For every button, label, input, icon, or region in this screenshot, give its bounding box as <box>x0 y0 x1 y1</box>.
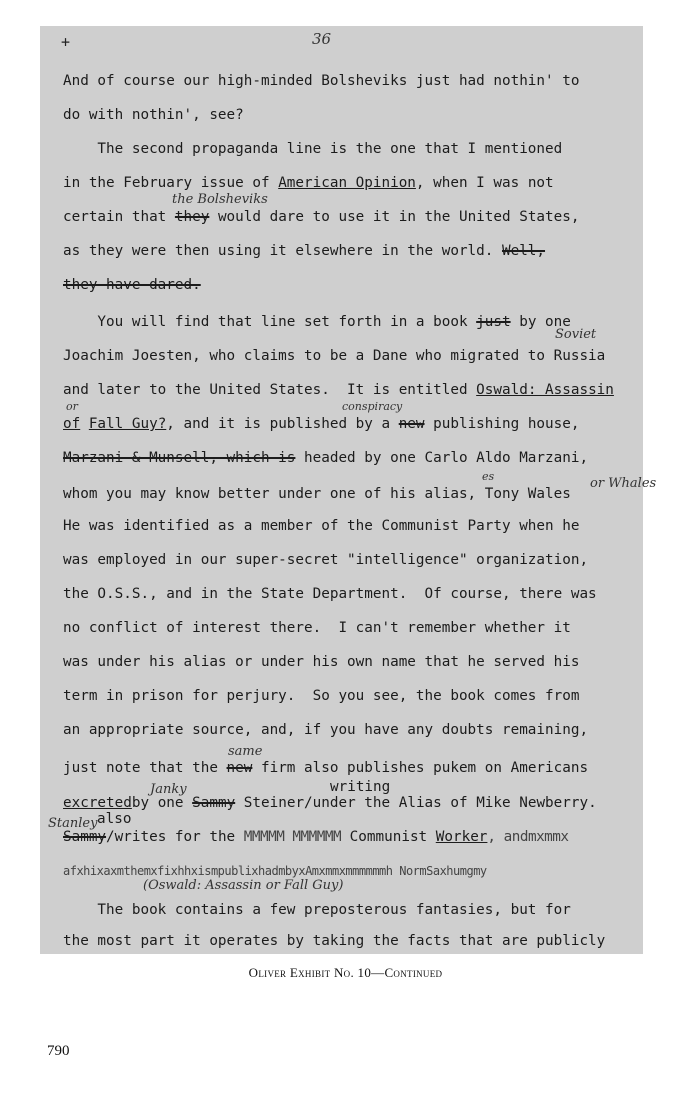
handwritten-es: es <box>482 470 495 483</box>
text-line-13: whom you may know better under one of his alias, Tony Wales <box>63 486 571 502</box>
text-line-26: the most part it operates by taking the facts that are publicly <box>63 933 606 949</box>
american-opinion-title: American Opinion <box>278 175 416 191</box>
handwritten-conspiracy: conspiracy <box>342 400 403 413</box>
text-line-12: Marzani & Munsell, which is headed by one Carlo Aldo Marzani, <box>63 450 589 466</box>
handwritten-or: or <box>66 400 78 413</box>
text-line-15: was employed in our super-secret "intelligence" organization, <box>63 552 589 568</box>
handwritten-oswald-caption: (Oswald: Assassin or Fall Guy) <box>143 878 344 893</box>
text-line-7-struck: they have dared. <box>63 277 201 293</box>
text-line-2: do with nothin', see? <box>63 107 244 123</box>
text-line-10: and later to the United States. It is entitled Oswald: Assassin <box>63 382 614 398</box>
handwritten-janky: Janky <box>150 782 187 797</box>
inserted-also: also <box>97 811 132 827</box>
handwritten-stanley: Stanley <box>48 816 98 831</box>
text-line-18: was under his alias or under his own name that he served his <box>63 654 580 670</box>
text-line-25: The book contains a few preposterous fantasies, but for <box>63 902 571 918</box>
plus-mark: + <box>61 33 71 51</box>
text-line-3: The second propaganda line is the one that I mentioned <box>63 141 563 157</box>
handwritten-same: same <box>228 744 263 759</box>
handwritten-or-whales: or Whales <box>590 476 657 491</box>
text-line-4: in the February issue of American Opinion, when I was not <box>63 175 554 191</box>
text-line-20: an appropriate source, and, if you have any doubts remaining, <box>63 722 589 738</box>
text-line-21: just note that the new firm also publishes pukem on Americans <box>63 760 589 776</box>
text-line-5: certain that they would dare to use it in the United States, <box>63 209 580 225</box>
text-line-19: term in prison for perjury. So you see, the book comes from <box>63 688 580 704</box>
text-line-6: as they were then using it elsewhere in the world. Well, <box>63 243 546 259</box>
text-line-22: excretedby one Sammy Steiner/under the Alias of Mike Newberry. <box>63 795 597 811</box>
inserted-writing: writing <box>330 779 391 795</box>
text-line-14: He was identified as a member of the Communist Party when he <box>63 518 580 534</box>
text-line-23: Sammy/writes for the MMMMM MMMMMM Communist Worker, andmxmmx <box>63 829 569 845</box>
text-line-9: Joachim Joesten, who claims to be a Dane who migrated to Russia <box>63 348 606 364</box>
text-line-16: the O.S.S., and in the State Department. Of course, there was <box>63 586 597 602</box>
text-line-11: of Fall Guy?, and it is published by a new publishing house, <box>63 416 580 432</box>
text-line-24-xed-out: afxhixaxmthemxfixhhxismpublixhadmbyxAmxmmxmmmmmmh NormSaxhumgmy <box>63 864 487 878</box>
text-line-1: And of course our high-minded Bolsheviks just had nothin' to <box>63 73 580 89</box>
text-line-8: You will find that line set forth in a book just by one <box>63 314 571 330</box>
handwritten-soviet: Soviet <box>555 327 597 342</box>
page-number-handwritten: 36 <box>312 30 332 48</box>
text-line-17: no conflict of interest there. I can't remember whether it <box>63 620 571 636</box>
handwritten-the-bolsheviks: the Bolsheviks <box>172 192 268 207</box>
book-page-number: 790 <box>47 1043 70 1059</box>
exhibit-caption: Oliver Exhibit No. 10—Continued <box>248 965 443 980</box>
